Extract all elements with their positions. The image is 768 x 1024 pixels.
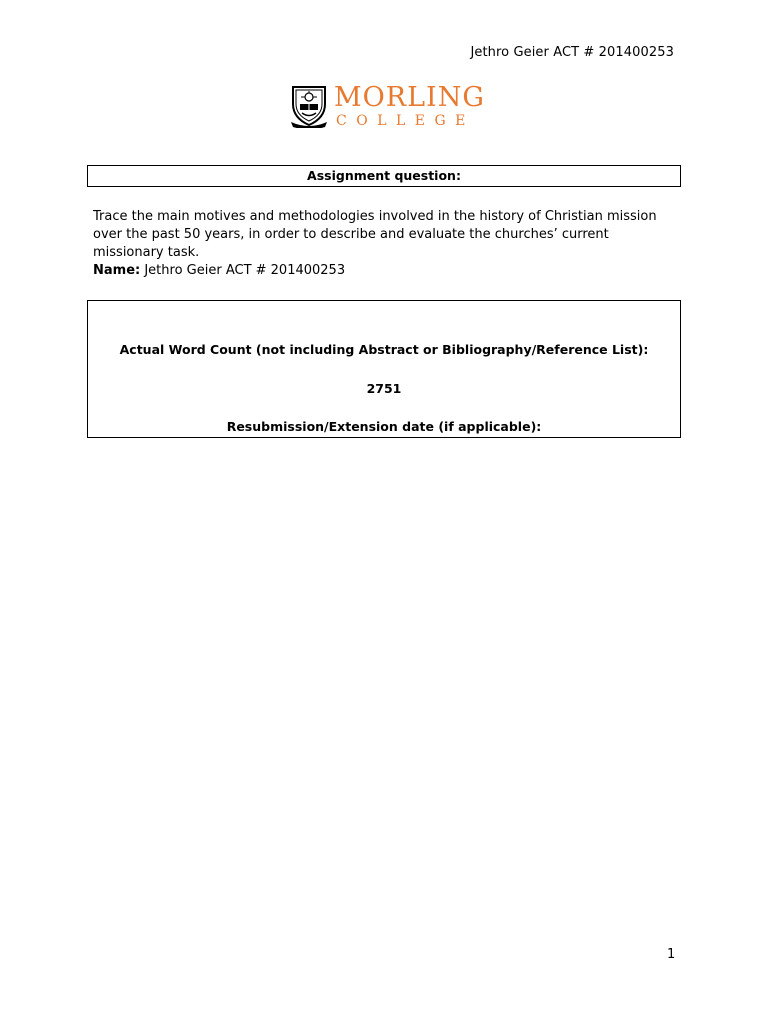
name-label: Name:	[93, 263, 141, 278]
college-logo	[290, 84, 485, 129]
word-count-value: 2751	[366, 381, 402, 396]
assignment-question-text: Trace the main motives and methodologies involved in the history of Christian mission over the past 50 years, in order to describe and evaluate the churches’ current missionary task.	[93, 209, 657, 260]
header-student-id: Jethro Geier ACT # 201400253	[470, 45, 674, 60]
logo-wordmark-morling: MORLING	[334, 82, 485, 113]
logo-wordmark-college: COLLEGE	[336, 113, 475, 129]
page-number: 1	[667, 947, 676, 962]
name-value: Jethro Geier ACT # 201400253	[140, 263, 346, 278]
student-name-line	[93, 262, 345, 280]
assignment-question-heading: Assignment question:	[87, 165, 681, 187]
word-count-box	[87, 300, 681, 438]
resubmission-label: Resubmission/Extension date (if applicable):	[226, 419, 542, 434]
word-count-label: Actual Word Count (not including Abstract or Bibliography/Reference List):	[119, 342, 649, 357]
college-crest-icon	[290, 84, 328, 128]
